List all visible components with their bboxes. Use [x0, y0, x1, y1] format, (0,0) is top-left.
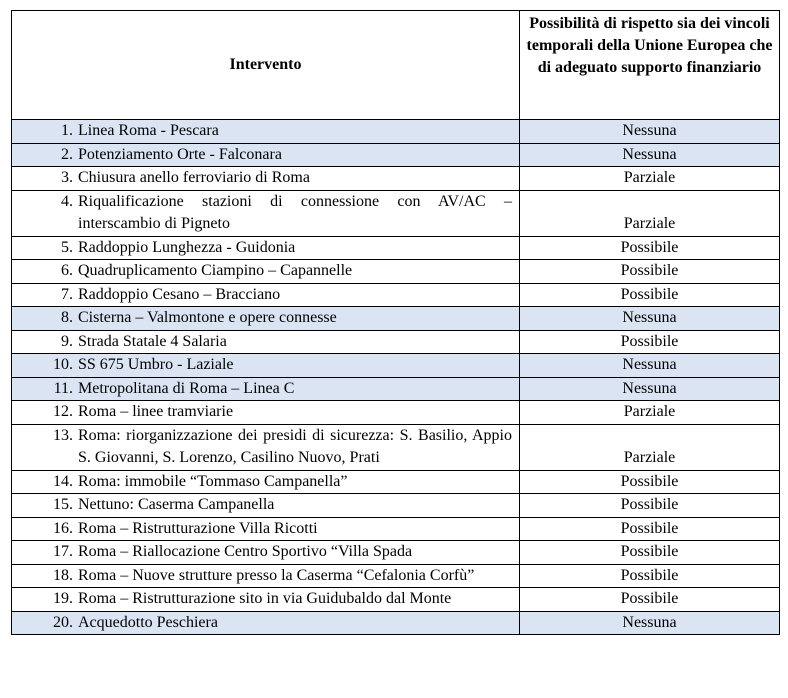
item-number: 18.	[53, 566, 73, 584]
item-number: 17.	[53, 543, 73, 560]
status-cell: Possibile	[520, 588, 780, 612]
item-number: 2.	[61, 145, 73, 163]
status-cell: Possibile	[520, 541, 780, 565]
status-cell: Nessuna	[520, 120, 780, 144]
intervention-cell	[12, 260, 520, 284]
item-number: 11.	[53, 379, 73, 397]
table-row	[12, 588, 780, 612]
table-row	[12, 377, 780, 401]
list-item	[12, 354, 512, 377]
item-text: Acquedotto Peschiera	[78, 613, 218, 631]
list-item	[12, 307, 512, 330]
intervention-cell	[12, 377, 520, 401]
item-text: Roma: immobile “Tommaso Campanella”	[78, 472, 348, 490]
intervention-cell	[12, 541, 520, 565]
intervention-cell	[12, 236, 520, 260]
table-row	[12, 494, 780, 518]
item-number: 6.	[61, 262, 73, 279]
table-row	[12, 401, 780, 425]
status-cell: Possibile	[520, 283, 780, 307]
table-row	[12, 330, 780, 354]
status-cell: Possibile	[520, 260, 780, 284]
intervention-cell	[12, 564, 520, 588]
item-number: 9.	[61, 332, 73, 350]
status-cell: Possibile	[520, 330, 780, 354]
status-cell: Nessuna	[520, 354, 780, 378]
item-number: 4.	[61, 192, 73, 210]
intervention-cell	[12, 354, 520, 378]
intervention-cell	[12, 517, 520, 541]
item-number: 19.	[53, 590, 73, 607]
table-row	[12, 354, 780, 378]
item-number: 16.	[53, 519, 73, 537]
list-item	[12, 541, 512, 564]
status-cell: Possibile	[520, 517, 780, 541]
intervention-cell	[12, 470, 520, 494]
item-text: Nettuno: Caserma Campanella	[78, 496, 275, 513]
list-item	[12, 144, 512, 167]
list-item	[12, 401, 512, 424]
item-number: 3.	[61, 169, 73, 186]
item-text: Roma – Riallocazione Centro Sportivo “Villa Spada	[78, 543, 413, 560]
item-number: 5.	[61, 238, 73, 256]
item-number: 1.	[61, 122, 73, 139]
item-text: Roma – linee tramviarie	[78, 403, 234, 420]
table-row	[12, 564, 780, 588]
header-intervento: Intervento	[12, 11, 520, 120]
table-row	[12, 120, 780, 144]
list-item	[12, 612, 512, 635]
list-item	[12, 120, 512, 143]
table-row	[12, 143, 780, 167]
intervention-cell	[12, 307, 520, 331]
item-text: Roma – Ristrutturazione Villa Ricotti	[78, 519, 318, 537]
status-cell: Possibile	[520, 236, 780, 260]
item-text: Linea Roma - Pescara	[78, 122, 219, 139]
list-item	[12, 191, 512, 236]
table-row	[12, 167, 780, 191]
status-cell: Possibile	[520, 470, 780, 494]
item-text: Raddoppio Cesano – Bracciano	[78, 285, 281, 303]
list-item	[12, 260, 512, 283]
status-cell: Nessuna	[520, 611, 780, 635]
status-cell: Parziale	[520, 190, 780, 236]
item-text: Potenziamento Orte - Falconara	[78, 145, 282, 163]
intervention-cell	[12, 167, 520, 191]
list-item	[12, 237, 512, 260]
list-item	[12, 167, 512, 190]
list-item	[12, 378, 512, 401]
intervention-cell	[12, 143, 520, 167]
item-number: 12.	[53, 403, 73, 420]
status-cell: Parziale	[520, 167, 780, 191]
item-text: Cisterna – Valmontone e opere connesse	[78, 309, 337, 326]
item-text: Riqualificazione stazioni di connessione con AV/AC – interscambio di Pigneto	[78, 192, 512, 232]
status-cell: Possibile	[520, 564, 780, 588]
item-number: 15.	[53, 496, 73, 513]
intervention-cell	[12, 424, 520, 470]
interventions-table	[11, 10, 780, 635]
list-item	[12, 565, 512, 588]
item-text: Roma – Nuove strutture presso la Caserma “Cefalonia Corfù”	[78, 566, 475, 584]
table-row	[12, 283, 780, 307]
item-number: 10.	[53, 356, 73, 373]
table-row	[12, 307, 780, 331]
item-text: SS 675 Umbro - Laziale	[78, 356, 234, 373]
intervention-cell	[12, 494, 520, 518]
status-cell: Parziale	[520, 401, 780, 425]
table-row	[12, 470, 780, 494]
item-number: 8.	[61, 309, 73, 326]
intervention-cell	[12, 283, 520, 307]
item-text: Metropolitana di Roma – Linea C	[78, 379, 295, 397]
status-cell: Nessuna	[520, 307, 780, 331]
item-number: 13.	[53, 426, 73, 444]
table-row	[12, 611, 780, 635]
table-row	[12, 517, 780, 541]
item-number: 20.	[53, 613, 73, 631]
item-number: 14.	[53, 472, 73, 490]
intervention-cell	[12, 190, 520, 236]
intervention-cell	[12, 401, 520, 425]
list-item	[12, 331, 512, 354]
item-text: Raddoppio Lunghezza - Guidonia	[78, 238, 296, 256]
status-cell: Possibile	[520, 494, 780, 518]
item-text: Roma: riorganizzazione dei presidi di sicurezza: S. Basilio, Appio S. Giovanni, S. Lorenzo, Casilino Nuovo, Prati	[78, 426, 512, 466]
intervention-cell	[12, 120, 520, 144]
list-item	[12, 425, 512, 470]
intervention-cell	[12, 330, 520, 354]
status-cell: Nessuna	[520, 143, 780, 167]
table-row	[12, 260, 780, 284]
list-item	[12, 588, 512, 611]
table-row	[12, 190, 780, 236]
item-number: 7.	[61, 285, 73, 303]
list-item	[12, 518, 512, 541]
intervention-cell	[12, 588, 520, 612]
list-item	[12, 471, 512, 494]
item-text: Quadruplicamento Ciampino – Capannelle	[78, 262, 353, 279]
status-cell: Parziale	[520, 424, 780, 470]
table-row	[12, 541, 780, 565]
item-text: Roma – Ristrutturazione sito in via Guidubaldo dal Monte	[78, 590, 452, 607]
header-possibilita: Possibilità di rispetto sia dei vincoli temporali della Unione Europea che di adeguato supporto finanziario	[520, 11, 780, 120]
item-text: Chiusura anello ferroviario di Roma	[78, 169, 310, 186]
list-item	[12, 284, 512, 307]
status-cell: Nessuna	[520, 377, 780, 401]
table-row	[12, 424, 780, 470]
list-item	[12, 494, 512, 517]
item-text: Strada Statale 4 Salaria	[78, 332, 227, 350]
table-header-row	[12, 11, 780, 120]
table-body	[12, 120, 780, 635]
table-row	[12, 236, 780, 260]
intervention-cell	[12, 611, 520, 635]
